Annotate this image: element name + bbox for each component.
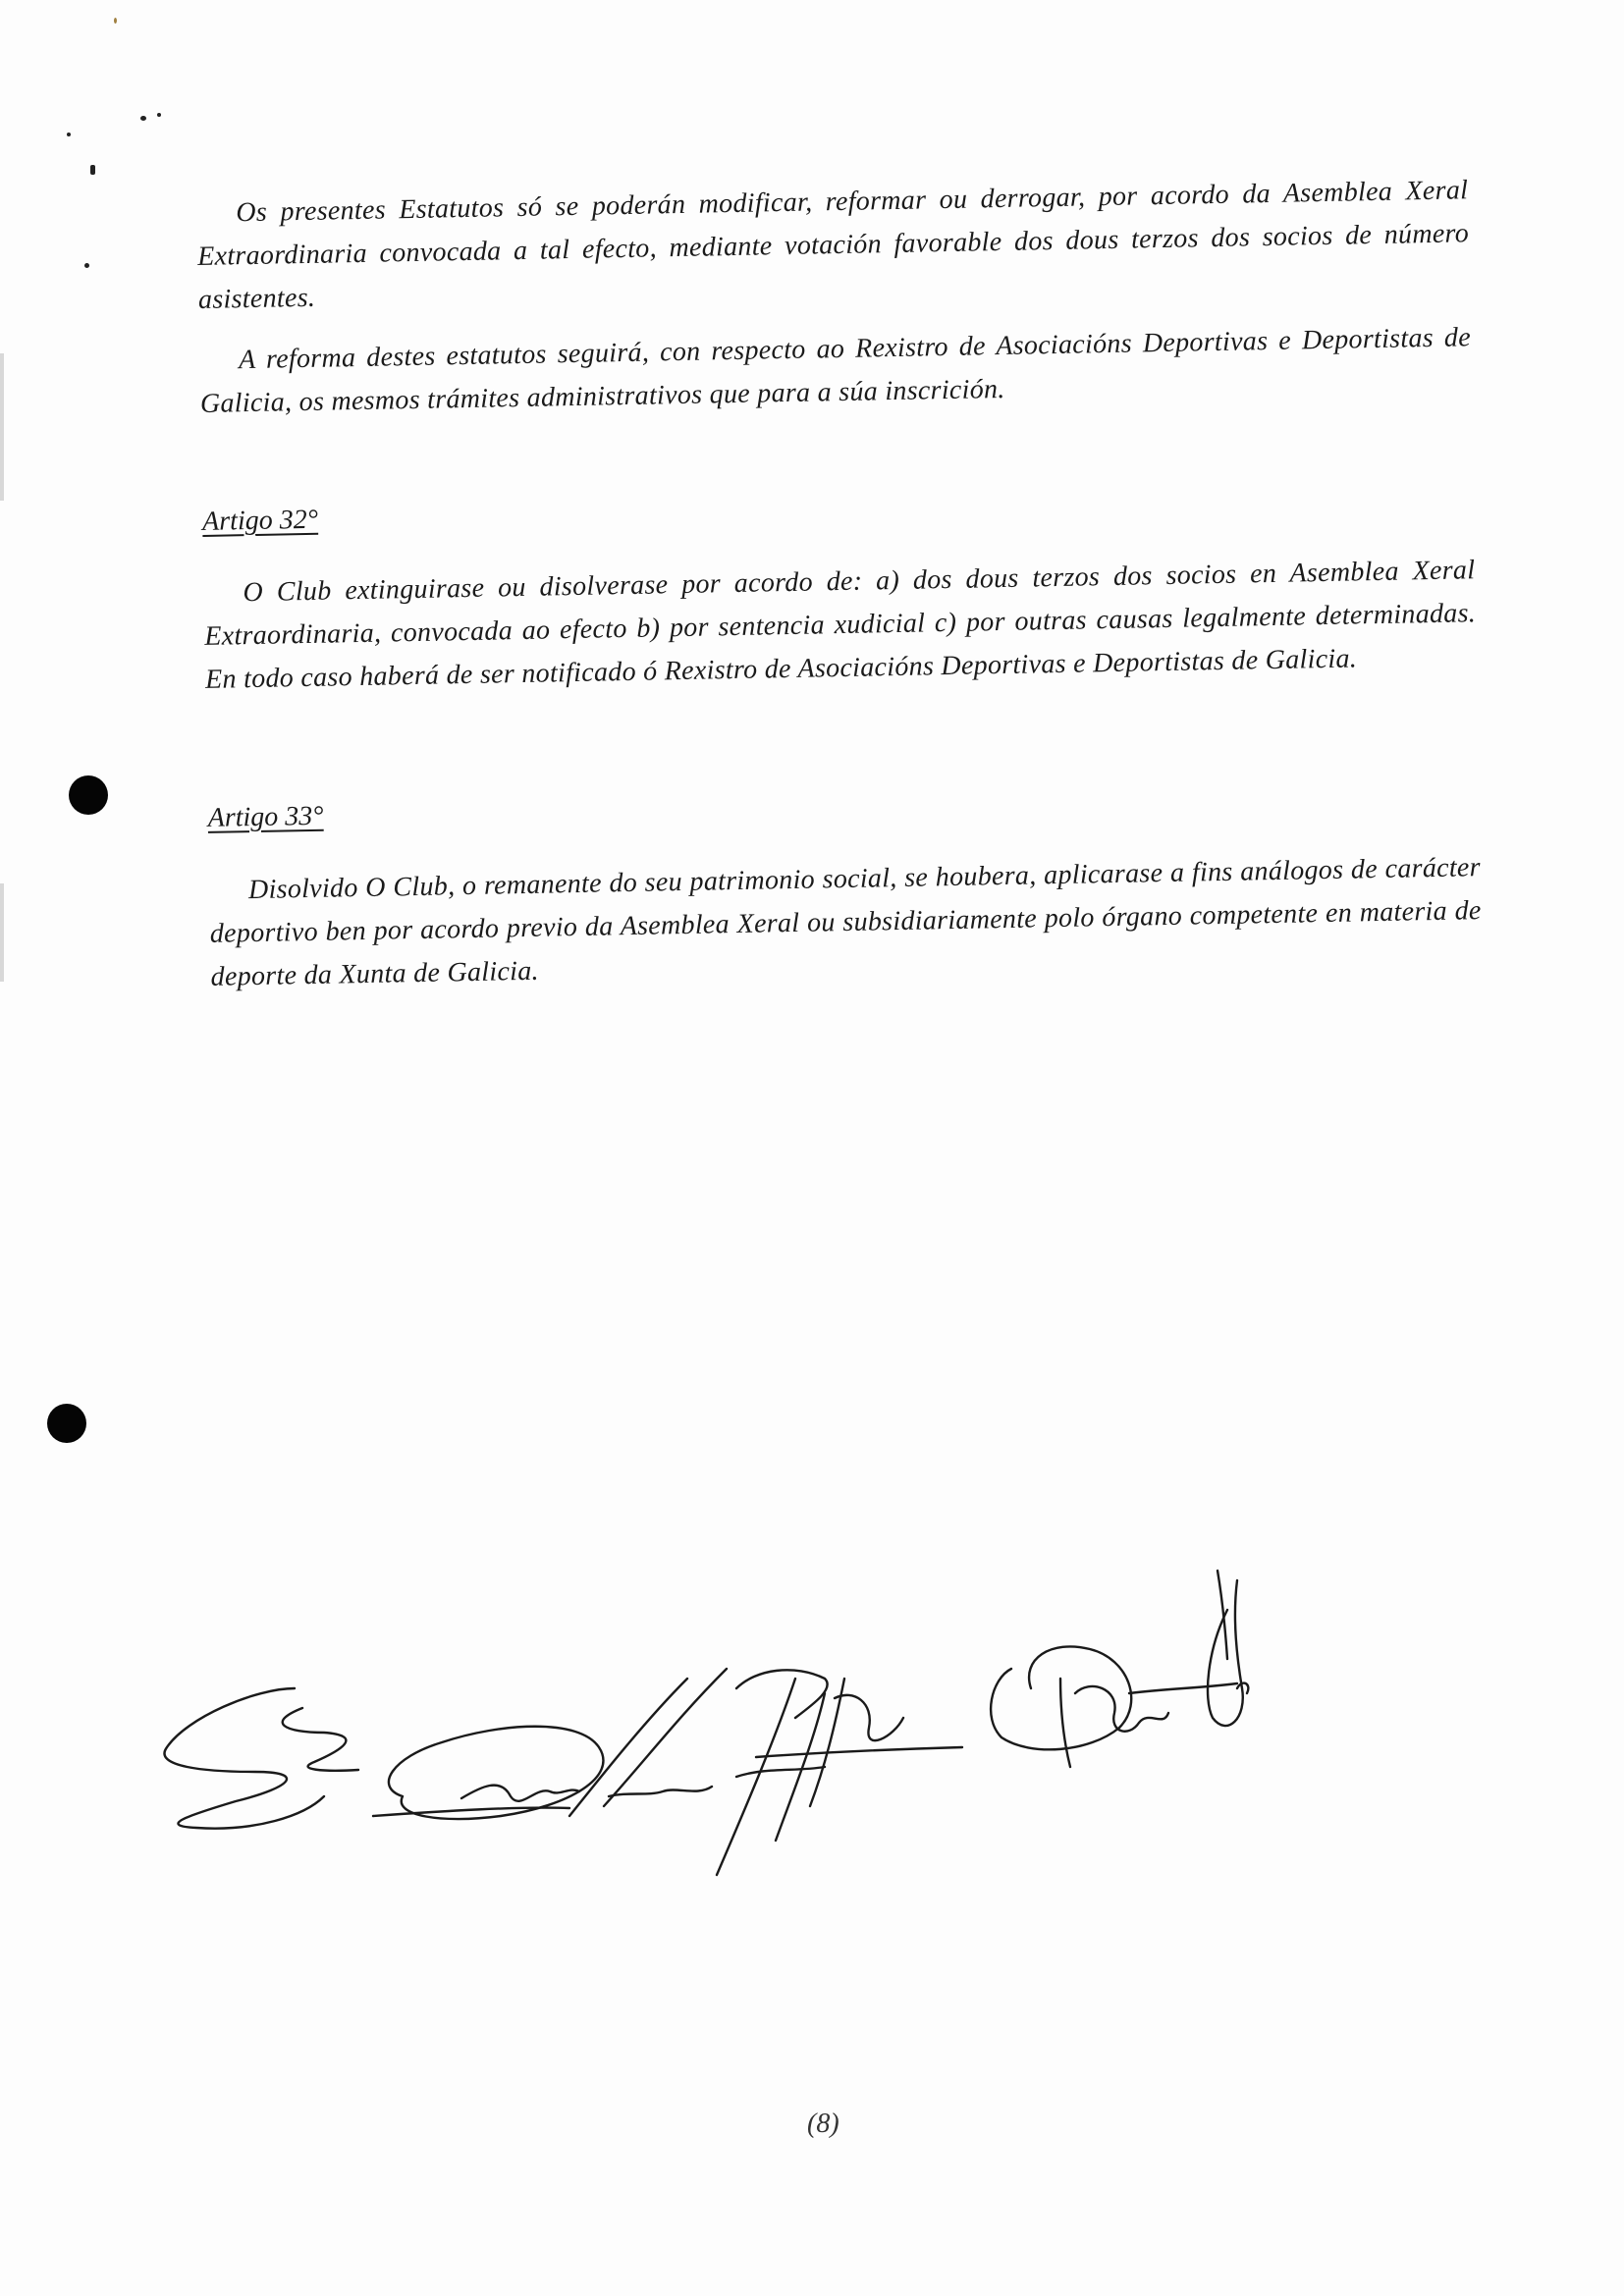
signature-2: [373, 1669, 727, 1819]
scan-speck: [140, 116, 146, 121]
scan-speck: [90, 165, 95, 175]
article-33-heading: Artigo 33°: [207, 800, 324, 833]
signatures-block: [147, 1492, 1581, 1904]
paragraph-amendment: Os presentes Estatutos só se poderán modificar, reformar ou derrogar, por acordo da Asemblea Xeral Extraordinaria convocada a tal efecto, mediante votación favorable dos dous terzos dos socios de número asistentes.: [196, 175, 1470, 315]
punch-hole: [47, 1404, 86, 1443]
punch-hole: [69, 775, 108, 815]
scan-edge-mark: [0, 883, 4, 982]
page-number: (8): [807, 2109, 839, 2139]
article-33-text: Disolvido O Club, o remanente do seu patrimonio social, se houbera, aplicarase a fins análogos de carácter deportivo ben por acordo previo da Asemblea Xeral ou subsidiariamente polo órgano competente en materia de deporte da Xunta de Galicia.: [209, 852, 1482, 992]
document-body: [196, 169, 1482, 992]
scan-speck: [84, 263, 89, 268]
scan-speck: [67, 133, 71, 136]
signature-4: [991, 1571, 1248, 1767]
signature-3: [717, 1670, 962, 1875]
article-32-heading: Artigo 32°: [201, 504, 319, 537]
scan-speck: [114, 18, 117, 24]
paragraph-reform-registry: A reforma destes estatutos seguirá, con respecto ao Rexistro de Asociacións Deportivas e Deportistas de Galicia, os mesmos trámites administrativos que para a súa inscrición.: [199, 322, 1472, 419]
scan-speck: [157, 113, 161, 117]
article-32-text: O Club extinguirase ou disolverase por acordo de: a) dos dous terzos dos socios en Asemblea Xeral Extraordinaria, convocada ao efecto b) por sentencia xudicial c) por outras causas legalmente determinadas. En todo caso haberá de ser notificado ó Rexistro de Asociacións Deportivas e Deportistas de Galicia.: [204, 555, 1477, 695]
signature-1: [164, 1688, 358, 1829]
scan-edge-mark: [0, 353, 4, 501]
